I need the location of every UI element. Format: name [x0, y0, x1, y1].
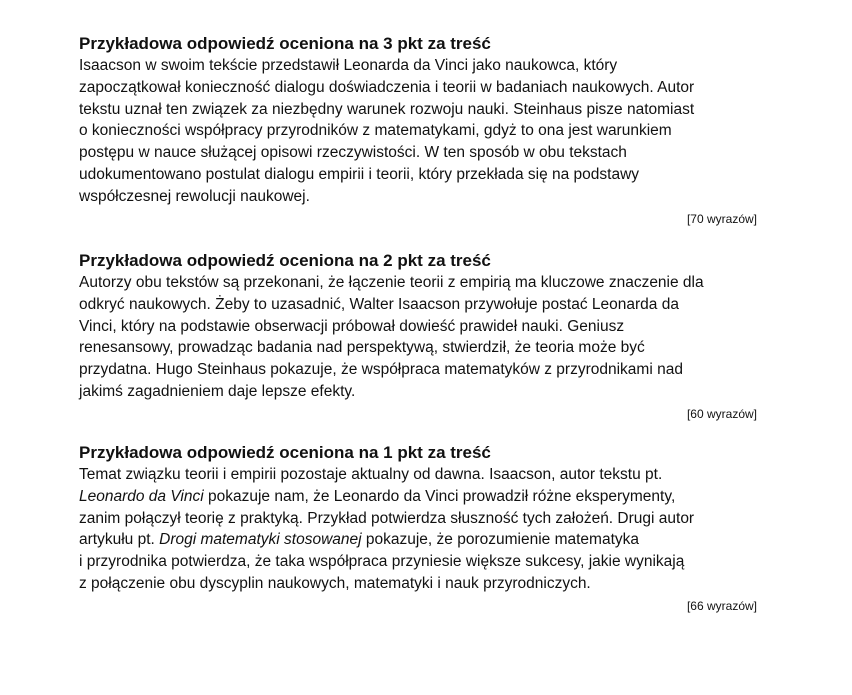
text-line: odkryć naukowych. Żeby to uzasadnić, Walter Isaacson przywołuje postać Leonarda da	[79, 295, 679, 313]
text-line: współczesnej rewolucji naukowej.	[79, 187, 310, 205]
text-line	[79, 529, 759, 551]
italic-title: Drogi matematyki stosowanej	[159, 531, 362, 549]
text-line: przydatna. Hugo Steinhaus pokazuje, że współpraca matematyków z przyrodnikami nad	[79, 361, 683, 379]
text-line: zanim połączył teorię z praktyką. Przykład potwierdza słuszność tych założeń. Drugi autor	[79, 509, 695, 527]
text-line: Temat związku teorii i empirii pozostaje aktualny od dawna. Isaacson, autor tekstu pt.	[79, 466, 663, 483]
text-line: i przyrodnika potwierdza, że taka współpraca przyniesie większe sukcesy, jakie wynikają	[79, 553, 685, 571]
italic-title: Leonardo da Vinci	[79, 487, 204, 505]
text-line: Autorzy obu tekstów są przekonani, że łączenie teorii z empirią ma kluczowe znaczenie dla	[79, 274, 704, 291]
text-line: renesansowy, prowadząc badania nad perspektywą, stwierdził, że teoria może być	[79, 339, 645, 357]
word-count: [70 wyrazów]	[686, 211, 757, 226]
answer-text	[79, 464, 759, 595]
section-heading: Przykładowa odpowiedź oceniona na 3 pkt za treść	[79, 34, 491, 53]
text-span: pokazuje, że porozumienie matematyka	[361, 531, 639, 549]
answer-section-1pkt	[79, 442, 759, 614]
text-line: o konieczności współpracy przyrodników z matematykami, gdyż to ona jest warunkiem	[79, 122, 672, 140]
answer-text	[79, 55, 759, 208]
text-span: pokazuje nam, że Leonardo da Vinci prowadził różne eksperymenty,	[203, 487, 676, 505]
text-line: zapoczątkował konieczność dialogu doświadczenia i teorii w badaniach naukowych. Autor	[79, 78, 695, 96]
word-count: [66 wyrazów]	[686, 598, 757, 613]
text-line: z połączenie obu dyscyplin naukowych, matematyki i nauk przyrodniczych.	[79, 574, 591, 592]
text-span: artykułu pt.	[79, 531, 160, 549]
text-line: tekstu uznał ten związek za niezbędny warunek rozwoju nauki. Steinhaus pisze natomiast	[79, 100, 695, 118]
answer-section-2pkt	[79, 250, 759, 422]
text-line: jakimś zagadnieniem daje lepsze efekty.	[79, 382, 356, 400]
text-line: postępu w nauce służącej opisowi rzeczywistości. W ten sposób w obu tekstach	[79, 144, 627, 162]
word-count: [60 wyrazów]	[686, 406, 757, 421]
text-line: udokumentowano postulat dialogu empirii i teorii, który przekłada się na podstawy	[79, 165, 640, 183]
answer-text	[79, 272, 759, 403]
section-heading: Przykładowa odpowiedź oceniona na 2 pkt za treść	[79, 251, 491, 270]
section-heading: Przykładowa odpowiedź oceniona na 1 pkt za treść	[79, 443, 491, 462]
text-line: Isaacson w swoim tekście przedstawił Leonarda da Vinci jako naukowca, który	[79, 57, 618, 74]
text-line	[79, 486, 759, 508]
answer-section-3pkt	[79, 33, 759, 227]
text-line: Vinci, który na podstawie obserwacji próbował dowieść prawideł nauki. Geniusz	[79, 317, 625, 335]
